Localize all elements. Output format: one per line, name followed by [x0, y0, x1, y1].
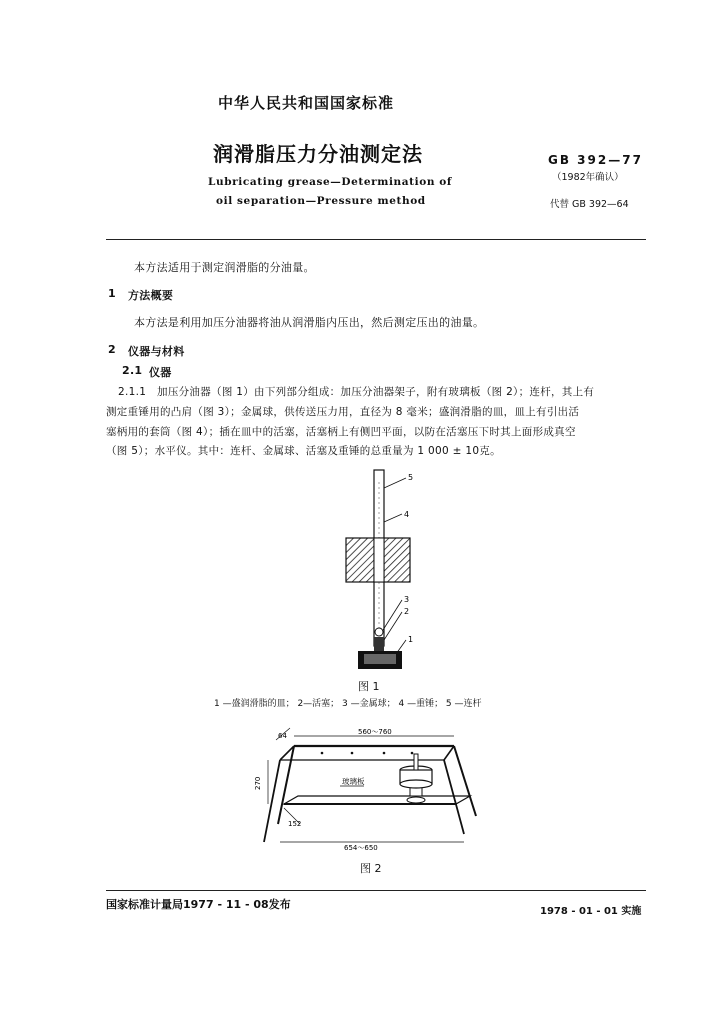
intro-paragraph: 本方法适用于测定润滑脂的分油量。 [134, 261, 315, 274]
standard-number: GB 392—77 [548, 153, 643, 167]
header-divider [106, 239, 646, 240]
national-standard-heading: 中华人民共和国国家标准 [218, 94, 395, 112]
section-1-title: 方法概要 [128, 289, 174, 302]
confirmation-note: （1982年确认） [552, 172, 624, 183]
document-title: 润滑脂压力分油测定法 [213, 142, 423, 166]
fig2-dim-top: 560～760 [358, 728, 392, 736]
fig2-dim-left: 270 [254, 776, 262, 790]
figure-1-caption: 图 1 [358, 680, 380, 693]
fig2-glass-label: 玻璃板 [342, 777, 365, 786]
english-title-line-2: oil separation—Pressure method [216, 195, 426, 207]
figure-1-legend: 1 —盛润滑脂的皿； 2—活塞； 3 —金属球； 4 —重锤； 5 —连杆 [214, 699, 482, 709]
section-2-number: 2 [108, 343, 116, 356]
replaces-note: 代替 GB 392—64 [550, 199, 629, 210]
section-2-1-1-line-3: 塞柄用的套筒（图 4）；插在皿中的活塞，活塞柄上有侧凹平面，以防在活塞压下时其上面形成真空 [106, 426, 576, 438]
section-2-1-number: 2.1 [122, 364, 143, 377]
fig1-label-3: 3 [404, 595, 410, 604]
section-1-number: 1 [108, 287, 116, 300]
fig2-dim-small: 152 [288, 820, 302, 828]
issued-date: 国家标准计量局1977 - 11 - 08发布 [106, 898, 291, 911]
section-2-1-1-line-2: 测定重锤用的凸肩（图 3）；金属球，供传送压力用，直径为 8 毫米；盛润滑脂的皿，皿上有引出活 [106, 406, 580, 418]
section-2-title: 仪器与材料 [128, 345, 185, 358]
section-2-1-1-line-1: 2.1.1 加压分油器（图 1）由下列部分组成：加压分油器架子，附有玻璃板（图 2）；连杆，其上有 [118, 386, 595, 398]
footer-divider [106, 890, 646, 891]
fig1-label-4: 4 [404, 510, 410, 519]
section-1-text: 本方法是利用加压分油器将油从润滑脂内压出，然后测定压出的油量。 [134, 316, 485, 329]
fig1-label-5: 5 [408, 473, 414, 482]
fig1-label-2: 2 [404, 607, 410, 616]
section-2-1-1-line-4: （图 5）；水平仪。其中：连杆、金属球、活塞及重锤的总重量为 1 000 ± 10克。 [106, 445, 501, 457]
figure-2-caption: 图 2 [360, 862, 382, 875]
fig2-dim-bottom: 654～650 [344, 844, 378, 852]
fig2-dim-depth: 64 [278, 732, 287, 740]
effective-date: 1978 - 01 - 01 实施 [540, 906, 642, 917]
figure-1-drawing [330, 462, 440, 678]
fig1-label-1: 1 [408, 635, 414, 644]
english-title-line-1: Lubricating grease—Determination of [208, 176, 453, 188]
section-2-1-title: 仪器 [149, 366, 172, 379]
figure-2-drawing [244, 724, 494, 852]
